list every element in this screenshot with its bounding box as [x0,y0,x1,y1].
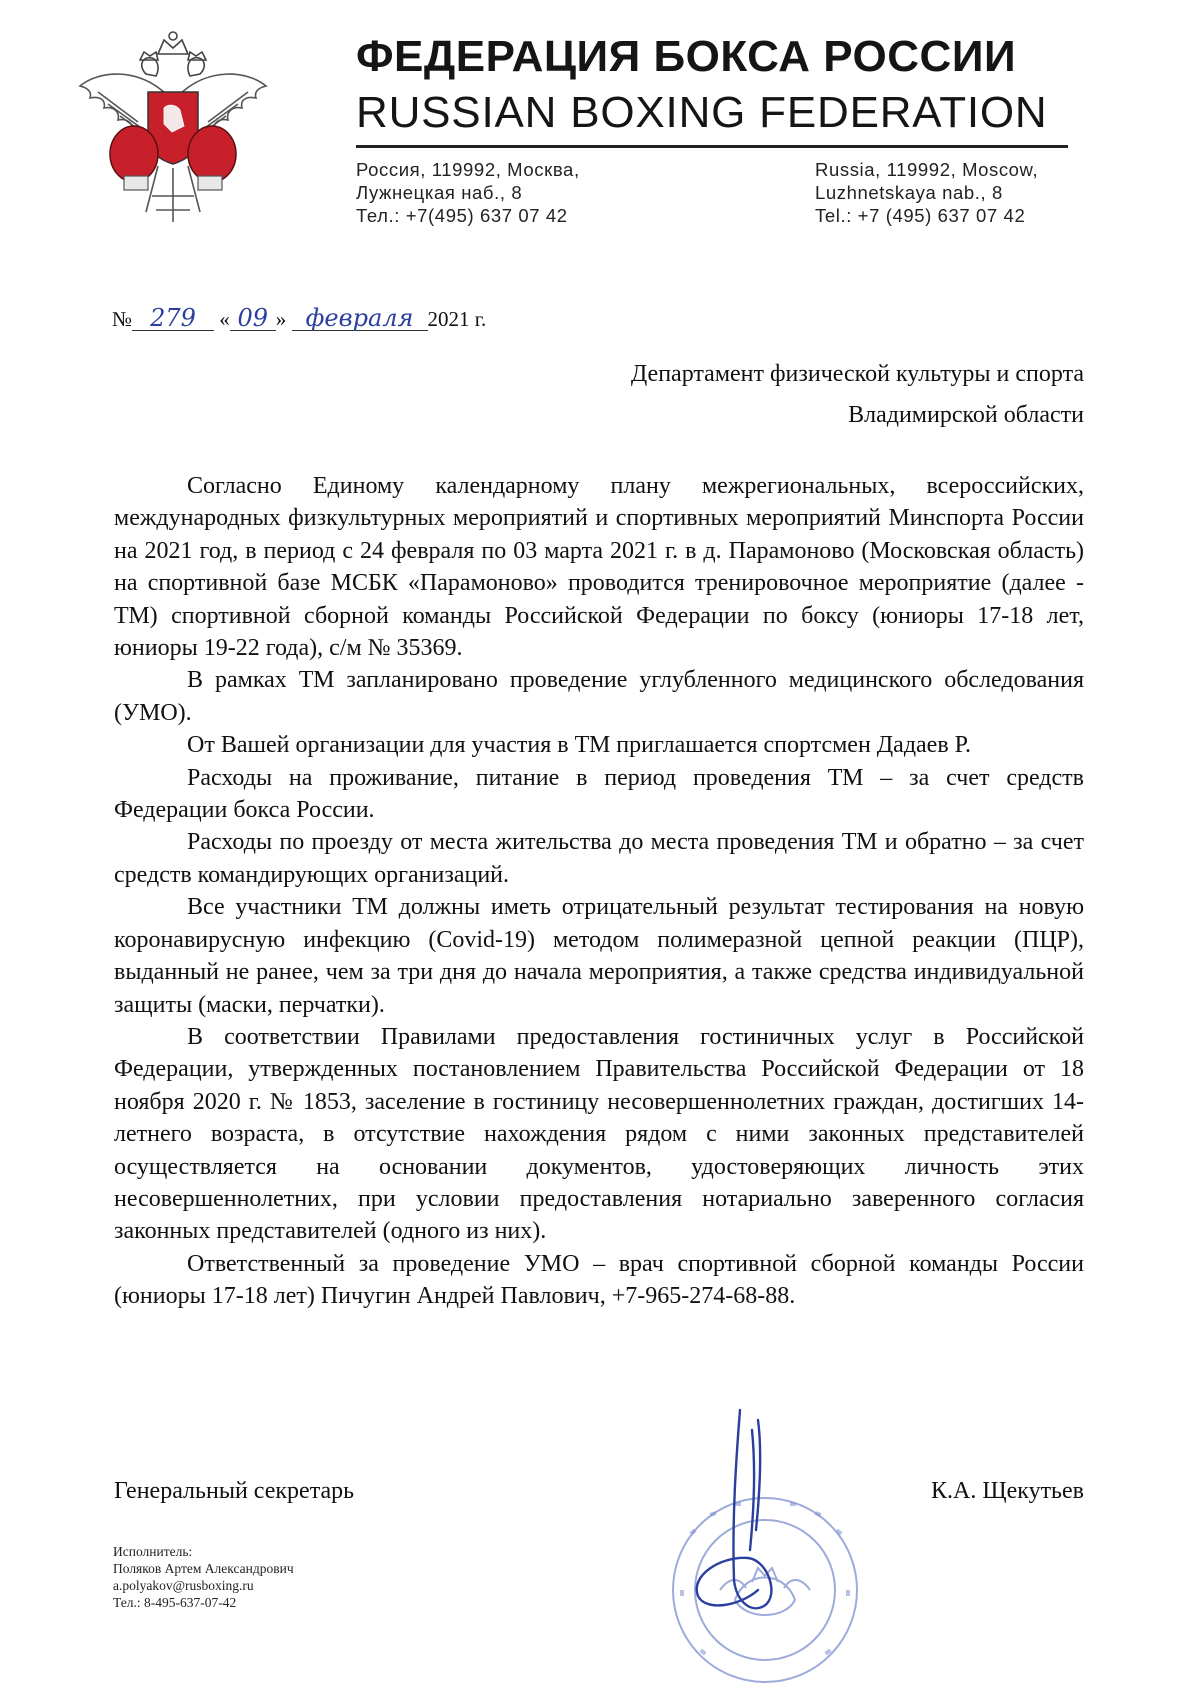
executor-label: Исполнитель: [113,1544,193,1559]
letter-day: 09 [230,306,276,331]
quote-close: » [275,307,287,331]
header-divider [356,145,1068,148]
body-paragraph: Согласно Единому календарному плану межрегиональных, всероссийских, международных физкультурных мероприятий и спортивных мероприятий Минспорта России на 2021 год, в период с 24 февраля по 03 марта 2021 г. в д. Парамоново (Московская область) на спортивной базе МСБК «Парамоново» проводится тренировочное мероприятие (далее - ТМ) спортивной сборной команды Российской Федерации по боксу (юниоры 17-18 лет, юниоры 19-22 года), с/м № 35369. [114,473,1084,662]
body-paragraph: Расходы по проезду от места жительства до места проведения ТМ и обратно – за счет средств командирующих организаций. [114,829,1084,888]
recipient-block [631,354,1084,436]
signatory-title: Генеральный секретарь [114,1478,355,1504]
boxing-federation-emblem-icon [68,26,278,236]
quote-open: « [219,307,230,331]
number-prefix: № [112,307,133,331]
executor-phone: Тел.: 8-495-637-07-42 [113,1595,237,1610]
address-ru-line: Тел.: +7(495) 637 07 42 [356,205,568,226]
executor-block [113,1543,294,1611]
handwritten-signature-icon [640,1400,880,1650]
letter-reference [112,306,486,332]
address-ru-line: Лужнецкая наб., 8 [356,182,523,203]
body-paragraph: От Вашей организации для участия в ТМ приглашается спортсмен Дадаев Р. [187,732,972,759]
body-paragraph: В рамках ТМ запланировано проведение углубленного медицинского обследования (УМО). [114,667,1084,726]
org-name-en: RUSSIAN BOXING FEDERATION [356,88,1048,137]
address-en-line: Tel.: +7 (495) 637 07 42 [815,205,1026,226]
recipient-line: Департамент физической культуры и спорта [630,361,1084,387]
address-en-line: Luzhnetskaya nab., 8 [815,182,1003,203]
executor-email: a.polyakov@rusboxing.ru [113,1578,254,1593]
signatory-name: К.А. Щекутьев [931,1478,1084,1504]
address-ru-line: Россия, 119992, Москва, [356,159,580,180]
address-block-ru [356,158,580,227]
letter-year: 2021 г. [427,307,487,331]
letter-month: февраля [292,306,428,331]
address-block-en [815,158,1038,227]
letter-number: 279 [132,306,214,331]
org-name-ru: ФЕДЕРАЦИЯ БОКСА РОССИИ [356,32,1017,81]
letter-body [114,470,1084,1313]
body-paragraph: В соответствии Правилами предоставления гостиничных услуг в Российской Федерации, утвержденных постановлением Правительства Российской Федерации от 18 ноября 2020 г. № 1853, заселение в гостиницу несовершеннолетних граждан, достигших 14-летнего возраста, в отсутствие нахождения рядом с ними законных представителей осуществляется на основании документов, удостоверяющих личность этих несовершеннолетних, при условии предоставления нотариально заверенного согласия законных представителей (одного из них). [114,1023,1084,1245]
address-en-line: Russia, 119992, Moscow, [815,159,1039,180]
body-paragraph: Все участники ТМ должны иметь отрицательный результат тестирования на новую коронавирусную инфекцию (Covid-19) методом полимеразной цепной реакции (ПЦР), выданный не ранее, чем за три дня до начала мероприятия, а также средства индивидуальной защиты (маски, перчатки). [114,894,1084,1018]
executor-name: Поляков Артем Александрович [113,1561,294,1576]
body-paragraph: Ответственный за проведение УМО – врач спортивной сборной команды России (юниоры 17-18 лет) Пичугин Андрей Павлович, +7-965-274-68-88. [114,1250,1084,1310]
body-paragraph: Расходы на проживание, питание в период проведения ТМ – за счет средств Федерации бокса России. [114,764,1084,824]
recipient-line: Владимирской области [848,402,1084,428]
